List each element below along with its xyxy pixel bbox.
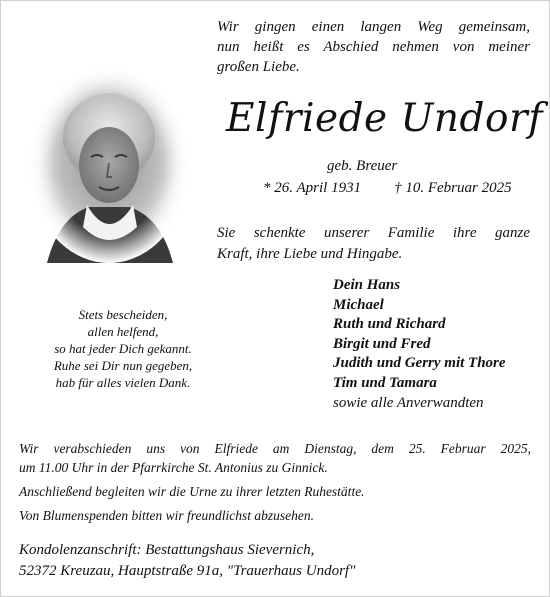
verse-line: Ruhe sei Dir nun gegeben, <box>53 358 193 373</box>
mourner-name: Birgit und Fred <box>333 335 431 352</box>
portrait-photo-icon <box>29 67 189 263</box>
verse-line: Stets bescheiden, <box>78 307 168 322</box>
tribute-line: Sie schenkte unserer Familie ihre ganze <box>217 225 530 241</box>
death-date: † 10. Februar 2025 <box>394 180 512 196</box>
condolence-address <box>19 540 531 582</box>
intro-text <box>217 17 530 77</box>
mourner-name: Michael <box>333 296 384 313</box>
deceased-name: Elfriede Undorf <box>226 96 544 141</box>
service-line: Wir verabschieden uns von Elfriede am Dienstag, dem 25. Februar 2025, <box>19 441 531 456</box>
birth-date: * 26. April 1931 <box>263 180 362 196</box>
mourner-name: Judith und Gerry mit Thore <box>333 355 506 372</box>
mourners-list <box>333 276 543 413</box>
tribute-text <box>217 223 530 265</box>
condolence-line: 52372 Kreuzau, Hauptstraße 91a, "Trauerhaus Undorf" <box>19 563 356 579</box>
mourners-others: sowie alle Anverwandten <box>333 394 484 411</box>
service-info <box>19 439 531 525</box>
intro-line: Wir gingen einen langen Weg gemeinsam, <box>217 19 530 35</box>
service-line: um 11.00 Uhr in der Pfarrkirche St. Antonius zu Ginnick. <box>19 460 328 475</box>
mourner-name: Ruth und Richard <box>333 316 446 333</box>
tribute-line: Kraft, ihre Liebe und Hingabe. <box>217 246 403 262</box>
memorial-verse <box>15 306 231 391</box>
service-line: Anschließend begleiten wir die Urne zu ihrer letzten Ruhestätte. <box>19 484 365 499</box>
verse-line: allen helfend, <box>87 324 159 339</box>
verse-line: hab für alles vielen Dank. <box>55 375 191 390</box>
portrait-photo <box>29 67 189 263</box>
mourner-name: Tim und Tamara <box>333 374 437 391</box>
birth-name: geb. Breuer <box>327 158 398 174</box>
life-dates <box>263 179 512 197</box>
intro-line: nun heißt es Abschied nehmen von meiner <box>217 39 530 55</box>
verse-line: so hat jeder Dich gekannt. <box>54 341 192 356</box>
condolence-line: Kondolenzanschrift: Bestattungshaus Sievernich, <box>19 542 315 558</box>
mourner-name: Dein Hans <box>333 277 401 293</box>
intro-line: großen Liebe. <box>217 59 300 75</box>
service-line: Von Blumenspenden bitten wir freundlichst abzusehen. <box>19 508 314 523</box>
